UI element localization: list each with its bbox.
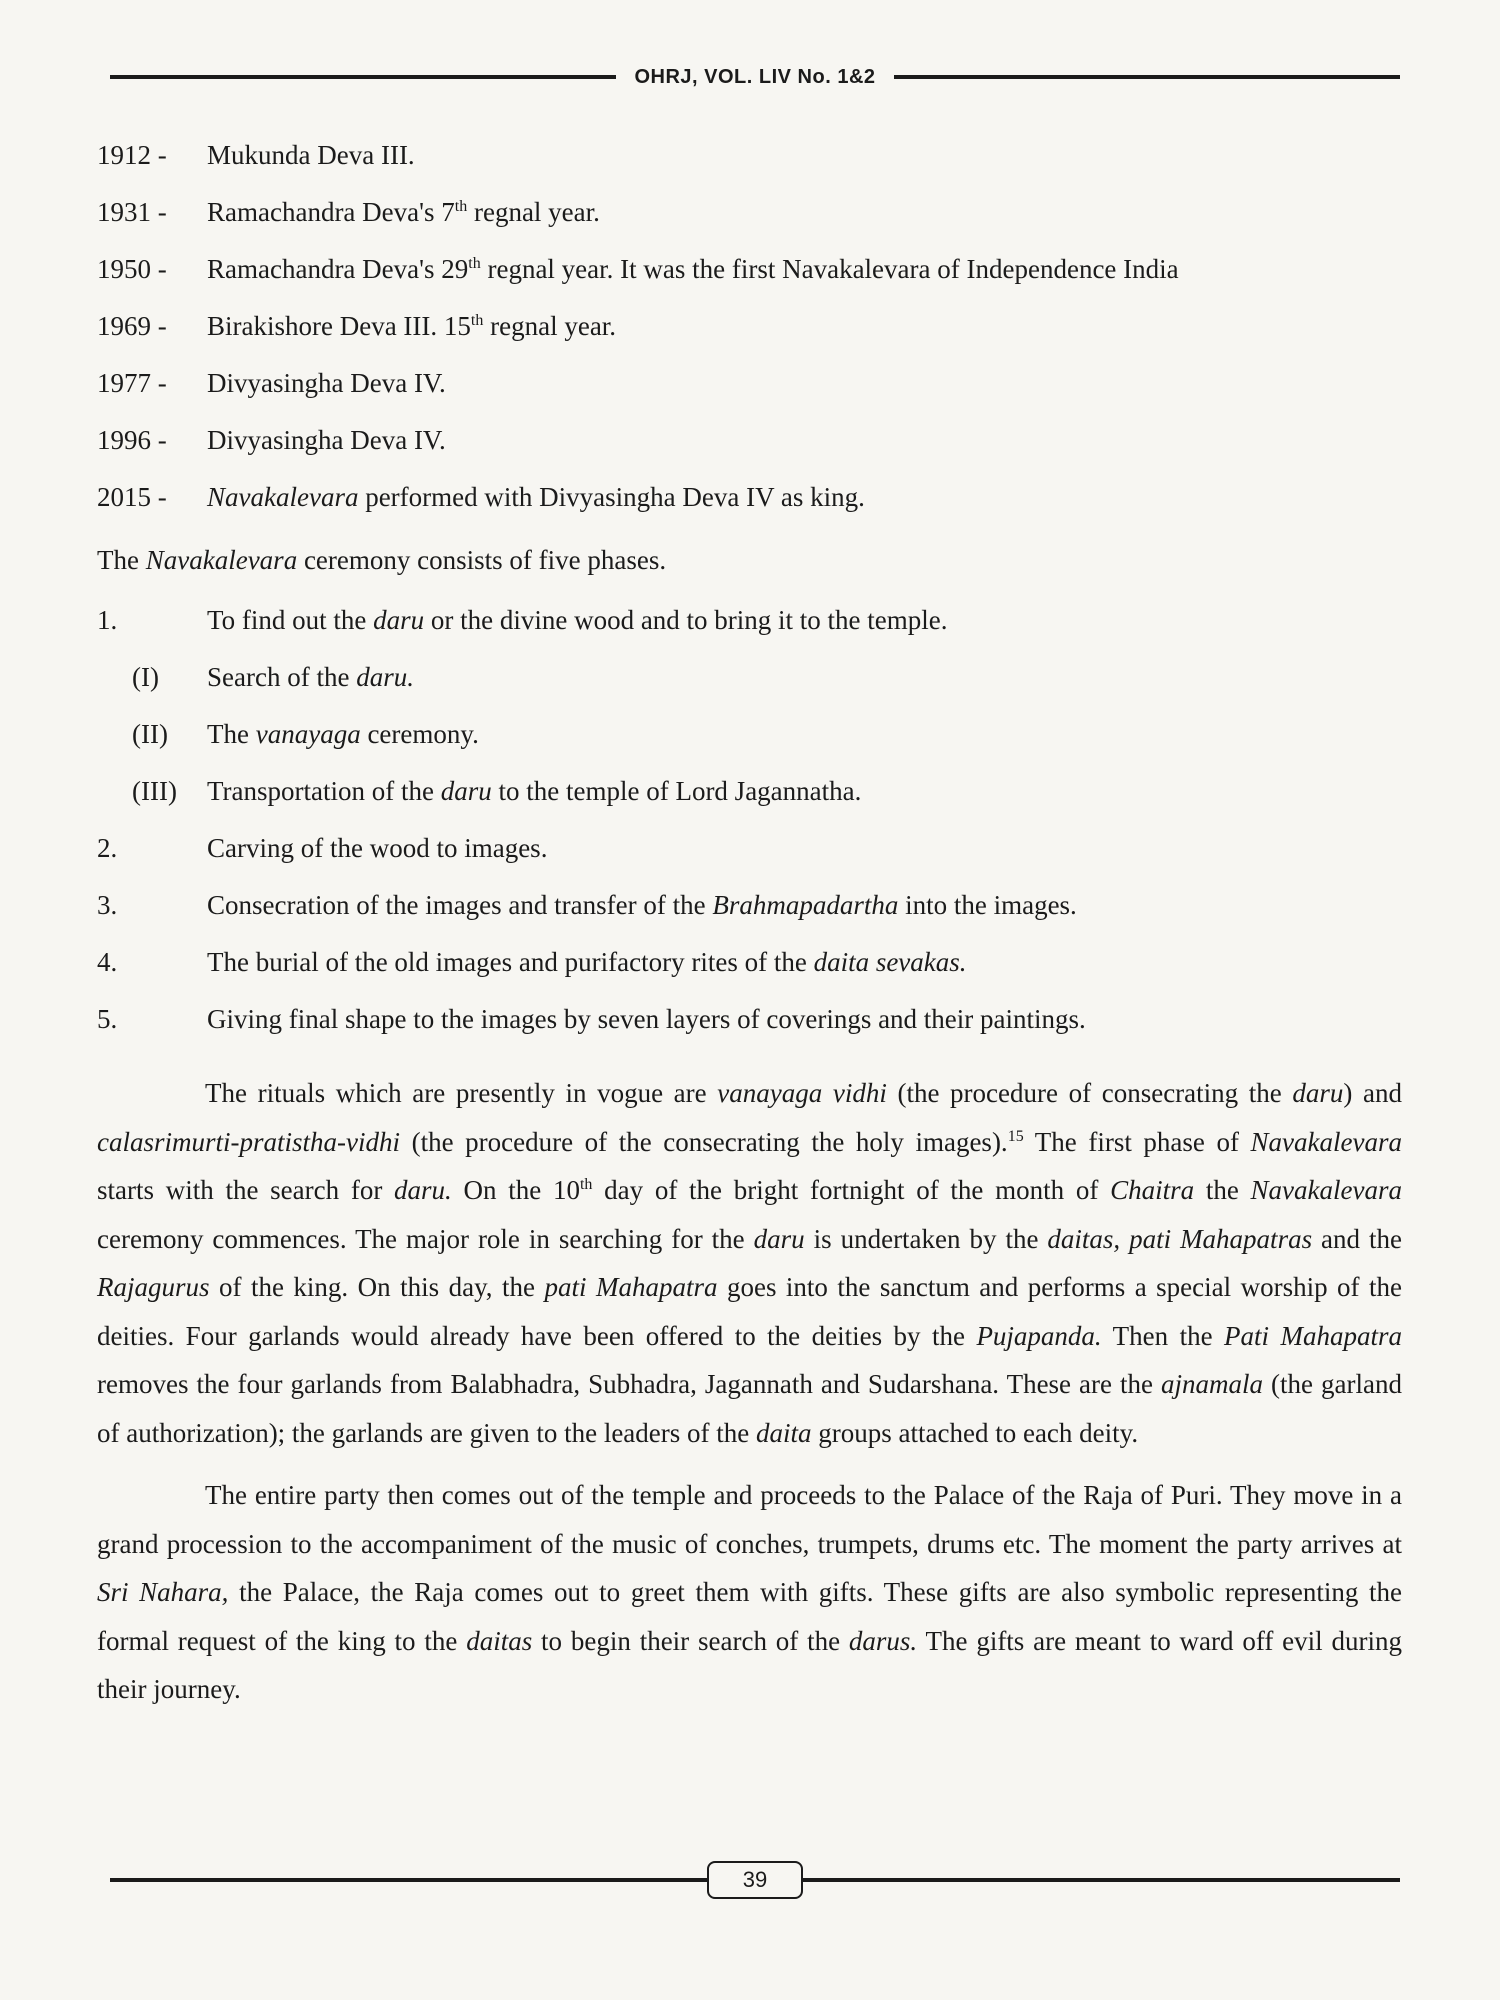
chronology-list: [97, 140, 1402, 539]
chronology-entry: 1931 - Ramachandra Deva's 7th regnal year.: [97, 197, 600, 227]
footnote-ref: 15: [1007, 1127, 1024, 1145]
body-paragraph: The entire party then comes out of the temple and proceeds to the Palace of the Raja of Puri. They move in a grand procession to the accompaniment of the music of conches, trumpets, drums etc. The moment the party arrives at Sri Nahara, the Palace, the Raja comes out to greet them with gifts. These gifts are also symbolic representing the formal request of the king to the daitas to begin their search of the darus. The gifts are meant to ward off evil during their journey.: [97, 1480, 1402, 1704]
chronology-entry: 1912 - Mukunda Deva III.: [97, 140, 415, 170]
chronology-entry: 1996 - Divyasingha Deva IV.: [97, 425, 446, 455]
chronology-entry: 1977 - Divyasingha Deva IV.: [97, 368, 446, 398]
phase-item: 2. Carving of the wood to images.: [97, 833, 548, 863]
phase-subitem: (II) The vanayaga ceremony.: [132, 719, 479, 749]
footer-rule-left: [110, 1878, 707, 1882]
phase-item: 5. Giving final shape to the images by seven layers of coverings and their paintings.: [97, 1004, 1086, 1034]
phases-list: [97, 605, 1402, 1061]
page-footer: [110, 1855, 1400, 1905]
page-number: 39: [707, 1861, 803, 1899]
chronology-entry: 1950 - Ramachandra Deva's 29th regnal year. It was the first Navakalevara of Independence India: [97, 254, 1179, 284]
phases-intro: The Navakalevara ceremony consists of five phases.: [97, 545, 667, 575]
page-content: [97, 140, 1402, 1714]
header-rule-right: [894, 75, 1400, 79]
phase-subitem: (III) Transportation of the daru to the temple of Lord Jagannatha.: [132, 776, 862, 806]
phase-item: 3. Consecration of the images and transfer of the Brahmapadartha into the images.: [97, 890, 1077, 920]
phase-item: 4. The burial of the old images and purifactory rites of the daita sevakas.: [97, 947, 967, 977]
chronology-entry: 2015 - Navakalevara performed with Divyasingha Deva IV as king.: [97, 482, 865, 512]
phase-subitem: (I) Search of the daru.: [132, 662, 414, 692]
chronology-entry: 1969 - Birakishore Deva III. 15th regnal year.: [97, 311, 617, 341]
phase-item: 1. To find out the daru or the divine wood and to bring it to the temple.: [97, 605, 948, 635]
header-rule-left: [110, 75, 616, 79]
body-paragraph: The rituals which are presently in vogue are vanayaga vidhi (the procedure of consecrating the daru) and calasrimurti-pratistha-vidhi (the procedure of the consecrating the holy images).$^{15}$ The first phase of Navakalevara starts with the search for daru. On the 10th day of the bright fortnight of the month of Chaitra the Navakalevara ceremony commences. The major role in searching for the daru is undertaken by the daitas, pati Mahapatras and the Rajagurus of the king. On this day, the pati Mahapatra goes into the sanctum and performs a special worship of the deities. Four garlands would already have been offered to the deities by the Pujapanda. Then the Pati Mahapatra removes the four garlands from Balabhadra, Subhadra, Jagannath and Sudarshana. These are the ajnamala (the garland of authorization); the garlands are given to the leaders of the daita groups attached to each deity.: [97, 1078, 1403, 1448]
journal-title: OHRJ, VOL. LIV No. 1&2: [634, 65, 876, 88]
page-header: [110, 62, 1400, 92]
footer-rule-right: [803, 1878, 1400, 1882]
